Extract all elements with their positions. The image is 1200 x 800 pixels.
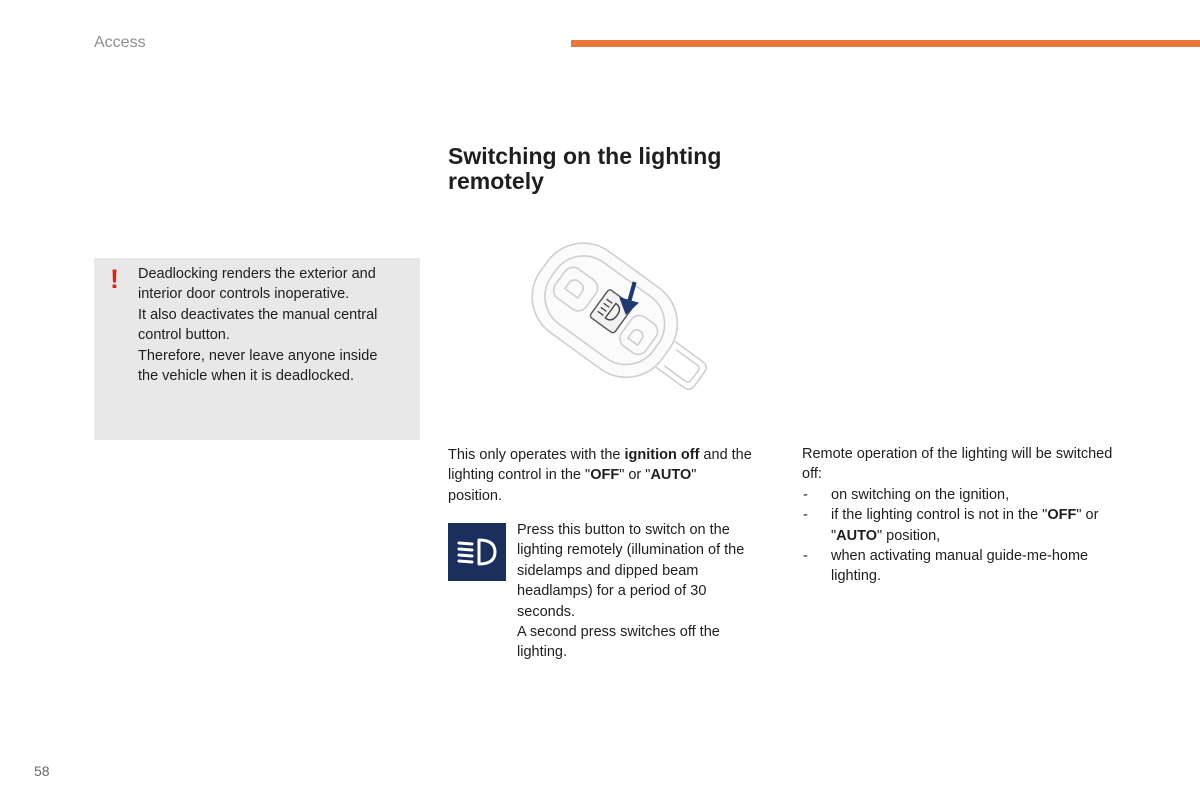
header-accent-bar bbox=[571, 40, 1200, 47]
switch-off-conditions bbox=[802, 444, 1132, 587]
switch-off-list bbox=[802, 485, 1132, 587]
ignition-off-emphasis: ignition off bbox=[624, 447, 700, 463]
list-item: - on switching on the ignition, bbox=[802, 485, 1132, 505]
lighting-button-text-2: A second press switches off the lighting. bbox=[517, 624, 720, 661]
lighting-button-description bbox=[517, 520, 753, 663]
list-item-text: " or " bbox=[831, 507, 1099, 544]
warning-line-2: It also deactivates the manual central control button. bbox=[138, 306, 378, 344]
off-position-emphasis: OFF bbox=[1047, 507, 1077, 524]
warning-box bbox=[94, 258, 420, 440]
auto-position-emphasis: AUTO bbox=[650, 467, 692, 484]
conditions-text bbox=[448, 445, 753, 506]
conditions-paragraph bbox=[448, 445, 753, 506]
warning-line-3: Therefore, never leave anyone inside the vehicle when it is deadlocked. bbox=[138, 347, 378, 385]
conditions-text-part: This only operates with the bbox=[448, 447, 625, 463]
exclamation-icon: ! bbox=[110, 264, 119, 294]
list-item-text: " position, bbox=[876, 527, 941, 544]
switch-off-intro: Remote operation of the lighting will be switched off: bbox=[802, 446, 1113, 483]
section-label: Access bbox=[94, 34, 146, 51]
headlamp-button-icon bbox=[448, 523, 506, 581]
warning-line-1: Deadlocking renders the exterior and interior door controls inoperative. bbox=[138, 266, 376, 303]
auto-position-emphasis: AUTO bbox=[836, 527, 877, 544]
page-number: 58 bbox=[34, 763, 50, 779]
list-item-text: if the lighting control is not in the " bbox=[831, 507, 1048, 524]
list-item: - when activating manual guide-me-home lighting. bbox=[802, 546, 1132, 587]
list-item bbox=[802, 505, 1132, 546]
section-heading: Switching on the lighting remotely bbox=[448, 143, 722, 194]
lighting-button-text-1: Press this button to switch on the lighting remotely (illumination of the sidelamps and dipped beam headlamps) for a period of 30 seconds. bbox=[517, 522, 745, 620]
conditions-text-part: and the lighting control in the " bbox=[448, 447, 752, 484]
conditions-text-part: " position. bbox=[448, 467, 697, 504]
remote-key-fob-illustration bbox=[510, 230, 730, 420]
conditions-text-part: " or " bbox=[619, 467, 651, 484]
off-position-emphasis: OFF bbox=[590, 467, 620, 484]
